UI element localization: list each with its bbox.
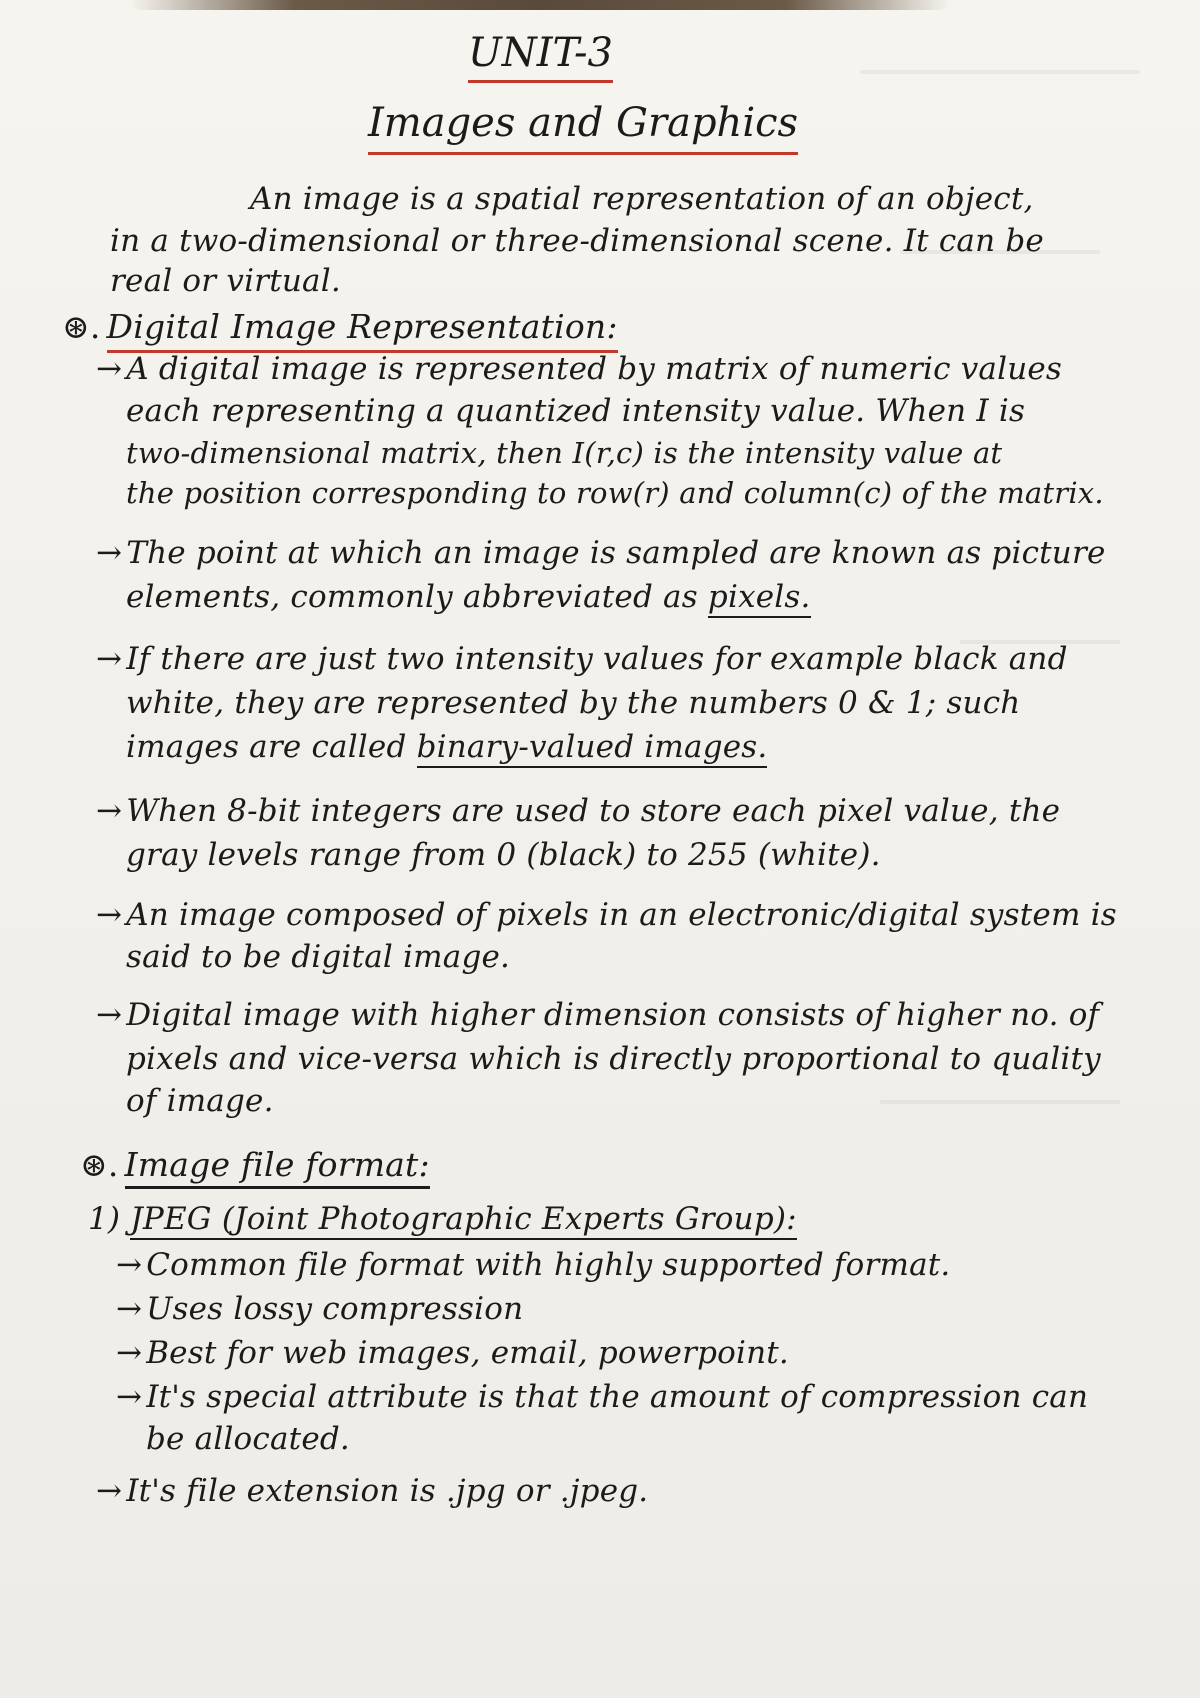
underlined-term: binary-valued images. (417, 729, 768, 768)
subsection-heading-text: JPEG (Joint Photographic Experts Group): (130, 1201, 797, 1240)
arrow-bullet-icon: → (96, 897, 123, 933)
list-item (116, 1378, 1088, 1416)
list-item-line: be allocated. (146, 1421, 350, 1457)
star-bullet-icon: ⊛. (62, 307, 101, 346)
list-item-text: The point at which an image is sampled are known as picture (126, 535, 1106, 571)
intro-line: in a two-dimensional or three-dimensional scene. It can be (110, 223, 1044, 259)
list-item-text: A digital image is represented by matrix of numeric values (126, 351, 1063, 387)
list-item-text: It's special attribute is that the amount of compression can (146, 1379, 1089, 1415)
section-heading (62, 308, 618, 346)
list-item (96, 792, 1060, 830)
list-item-line: the position corresponding to row(r) and column(c) of the matrix. (126, 476, 1104, 510)
underlined-term: pixels. (708, 579, 811, 618)
list-item-text: Uses lossy compression (146, 1291, 524, 1327)
list-item-line (126, 578, 811, 616)
intro-line: real or virtual. (110, 263, 341, 299)
list-item-line: pixels and vice-versa which is directly proportional to quality (126, 1041, 1101, 1077)
page-title-text: Images and Graphics (368, 100, 798, 155)
list-item (96, 996, 1099, 1034)
arrow-bullet-icon: → (116, 1291, 143, 1327)
subsection-number: 1) (88, 1201, 121, 1237)
list-item-line: two-dimensional matrix, then I(r,c) is the intensity value at (126, 436, 1003, 470)
section-heading-text: Digital Image Representation: (107, 307, 618, 353)
section-heading-text: Image file format: (125, 1145, 430, 1189)
list-item (96, 350, 1062, 388)
arrow-bullet-icon: → (96, 1473, 123, 1509)
arrow-bullet-icon: → (96, 997, 123, 1033)
list-item-line: gray levels range from 0 (black) to 255 (white). (126, 837, 881, 873)
arrow-bullet-icon: → (96, 641, 123, 677)
intro-line: An image is a spatial representation of an object, (250, 181, 1034, 217)
list-item-line: white, they are represented by the numbers 0 & 1; such (126, 685, 1021, 721)
list-item (96, 1472, 648, 1510)
list-item-text: An image composed of pixels in an electronic/digital system is (126, 897, 1117, 933)
page-title (368, 100, 798, 146)
section-heading (80, 1146, 430, 1184)
list-item-text: It's file extension is .jpg or .jpeg. (126, 1473, 649, 1509)
arrow-bullet-icon: → (116, 1247, 143, 1283)
page-top-edge (130, 0, 950, 10)
list-item (116, 1246, 950, 1284)
arrow-bullet-icon: → (96, 351, 123, 387)
list-item-text: Common file format with highly supported format. (146, 1247, 951, 1283)
list-item-text: Digital image with higher dimension consists of higher no. of (126, 997, 1100, 1033)
list-item-line: said to be digital image. (126, 939, 511, 975)
list-item-text: If there are just two intensity values for example black and (126, 641, 1068, 677)
list-item-line (126, 728, 767, 766)
list-item (96, 896, 1117, 934)
list-item (116, 1290, 523, 1328)
arrow-bullet-icon: → (116, 1335, 143, 1371)
star-bullet-icon: ⊛. (80, 1145, 119, 1184)
unit-heading (468, 30, 613, 76)
arrow-bullet-icon: → (96, 535, 123, 571)
list-item-text: Best for web images, email, powerpoint. (146, 1335, 789, 1371)
bleed-through-mark (880, 1100, 1120, 1104)
subsection-heading (88, 1200, 797, 1238)
list-item-line: of image. (126, 1083, 274, 1119)
arrow-bullet-icon: → (96, 793, 123, 829)
unit-text: UNIT-3 (468, 30, 613, 83)
bleed-through-mark (860, 70, 1140, 74)
list-item-text: images are called (126, 729, 407, 765)
list-item-line: each representing a quantized intensity value. When I is (126, 393, 1026, 429)
list-item (96, 534, 1106, 572)
list-item (96, 640, 1068, 678)
list-item-text: elements, commonly abbreviated as (126, 579, 698, 615)
arrow-bullet-icon: → (116, 1379, 143, 1415)
list-item (116, 1334, 789, 1372)
list-item-text: When 8-bit integers are used to store each pixel value, the (126, 793, 1061, 829)
